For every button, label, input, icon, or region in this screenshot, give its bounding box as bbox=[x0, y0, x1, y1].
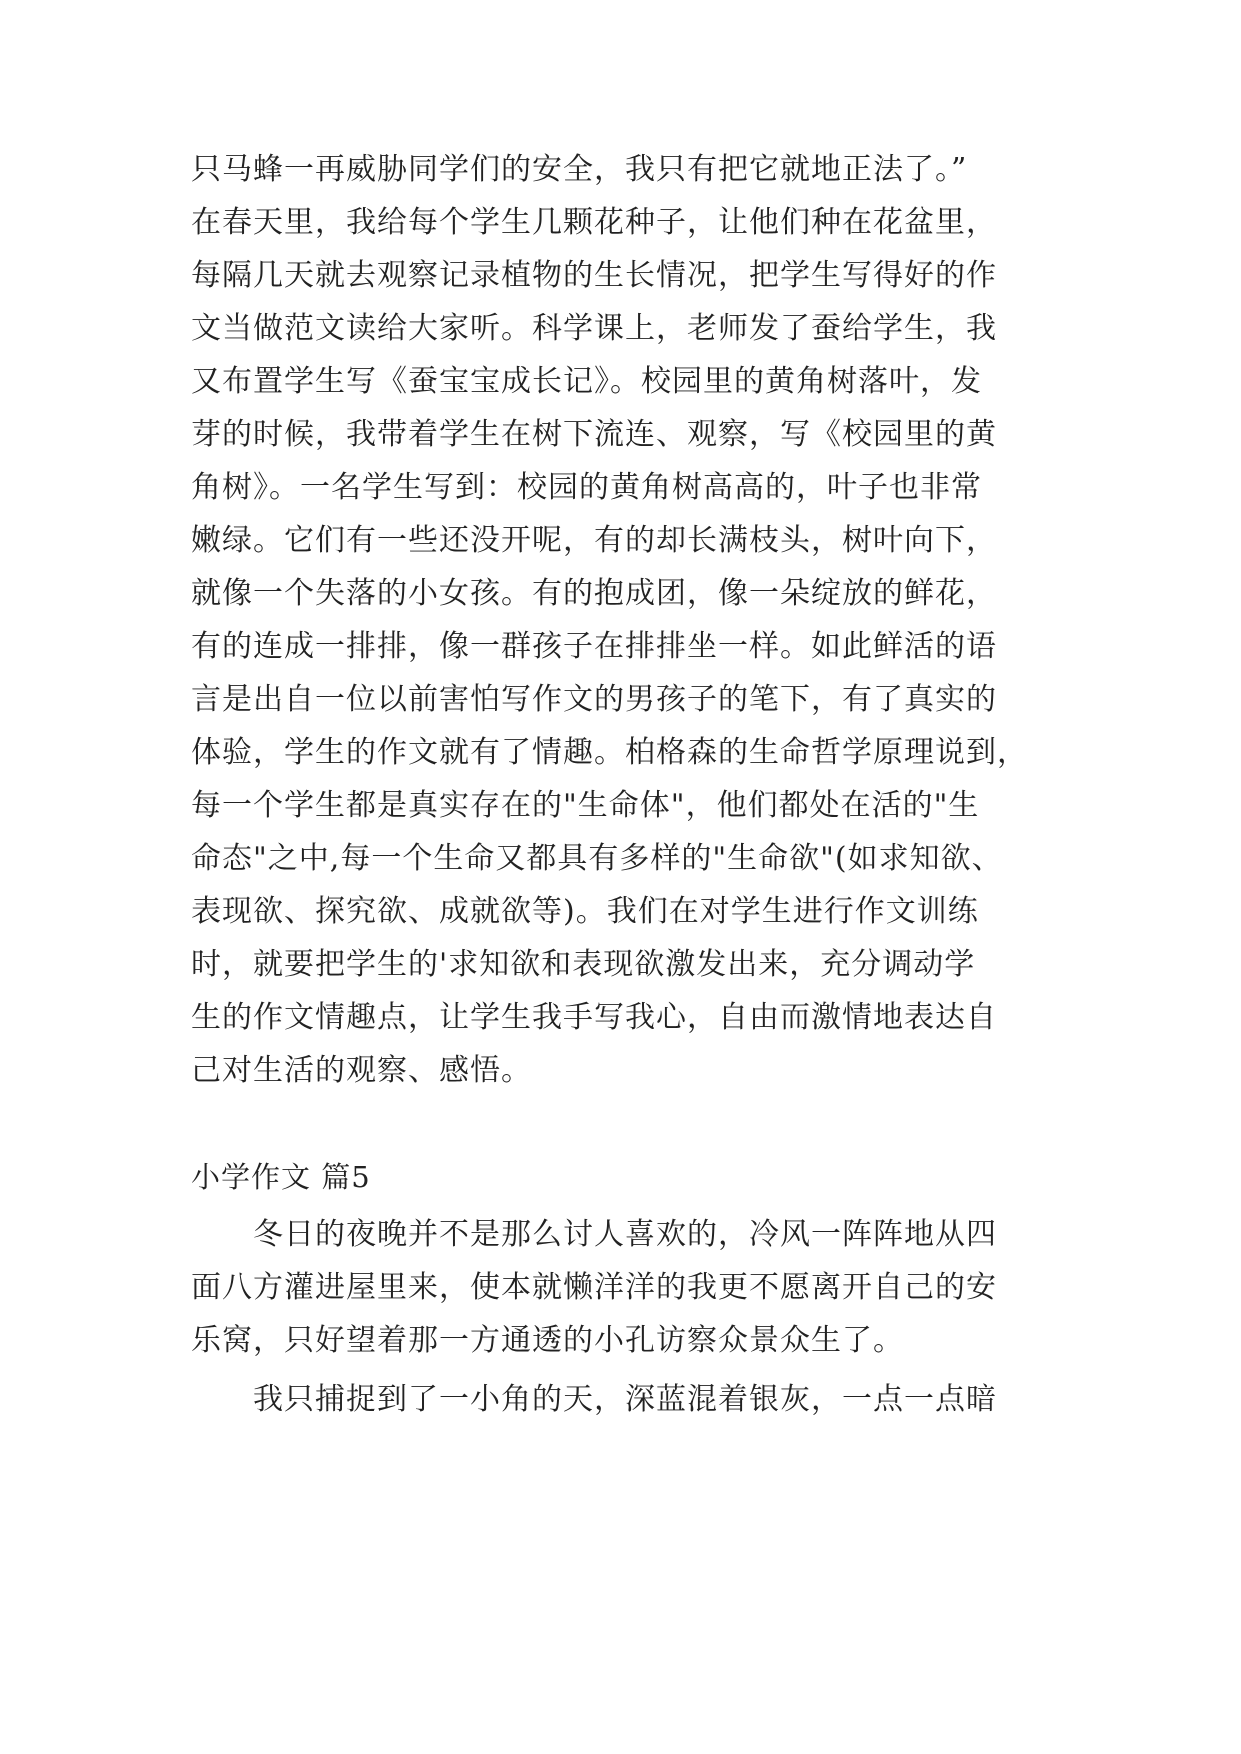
text-line: 乐窝，只好望着那一方通透的小孔访察众景众生了。 bbox=[191, 1323, 904, 1358]
text-line: 表现欲、探究欲、成就欲等)。我们在对学生进行作文训练 bbox=[191, 894, 979, 929]
text-line: 就像一个失落的小女孩。有的抱成团，像一朵绽放的鲜花， bbox=[191, 576, 997, 611]
text-line: 每一个学生都是真实存在的"生命体"，他们都处在活的"生 bbox=[191, 788, 980, 823]
text-line: 体验，学生的作文就有了情趣。柏格森的生命哲学原理说到， bbox=[191, 735, 1028, 770]
section-heading: 小学作文 篇5 bbox=[191, 1160, 371, 1194]
text-line: 命态"之中,每一个生命又都具有多样的"生命欲"(如求知欲、 bbox=[191, 841, 1003, 876]
text-line: 言是出自一位以前害怕写作文的男孩子的笔下，有了真实的 bbox=[191, 682, 997, 717]
text-line: 有的连成一排排，像一群孩子在排排坐一样。如此鲜活的语 bbox=[191, 629, 997, 664]
text-line: 芽的时候，我带着学生在树下流连、观察，写《校园里的黄 bbox=[191, 417, 997, 452]
text-line: 时，就要把学生的'求知欲和表现欲激发出来，充分调动学 bbox=[191, 947, 976, 982]
text-line: 我只捕捉到了一小角的天，深蓝混着银灰，一点一点暗 bbox=[253, 1382, 997, 1417]
text-line: 生的作文情趣点，让学生我手写我心，自由而激情地表达自 bbox=[191, 1000, 997, 1035]
text-line: 文当做范文读给大家听。科学课上，老师发了蚕给学生，我 bbox=[191, 311, 997, 346]
text-line: 每隔几天就去观察记录植物的生长情况，把学生写得好的作 bbox=[191, 258, 997, 293]
text-line: 冬日的夜晚并不是那么讨人喜欢的，冷风一阵阵地从四 bbox=[253, 1217, 997, 1252]
text-line: 己对生活的观察、感悟。 bbox=[191, 1053, 532, 1088]
text-line: 嫩绿。它们有一些还没开呢，有的却长满枝头，树叶向下， bbox=[191, 523, 997, 558]
text-line: 面八方灌进屋里来，使本就懒洋洋的我更不愿离开自己的安 bbox=[191, 1270, 997, 1305]
text-line: 又布置学生写《蚕宝宝成长记》。校园里的黄角树落叶，发 bbox=[191, 364, 982, 399]
text-line: 角树》。一名学生写到：校园的黄角树高高的，叶子也非常 bbox=[191, 470, 982, 505]
text-line: 在春天里，我给每个学生几颗花种子，让他们种在花盆里， bbox=[191, 205, 997, 240]
text-line: 只马蜂一再威胁同学们的安全，我只有把它就地正法了。” bbox=[191, 152, 968, 187]
